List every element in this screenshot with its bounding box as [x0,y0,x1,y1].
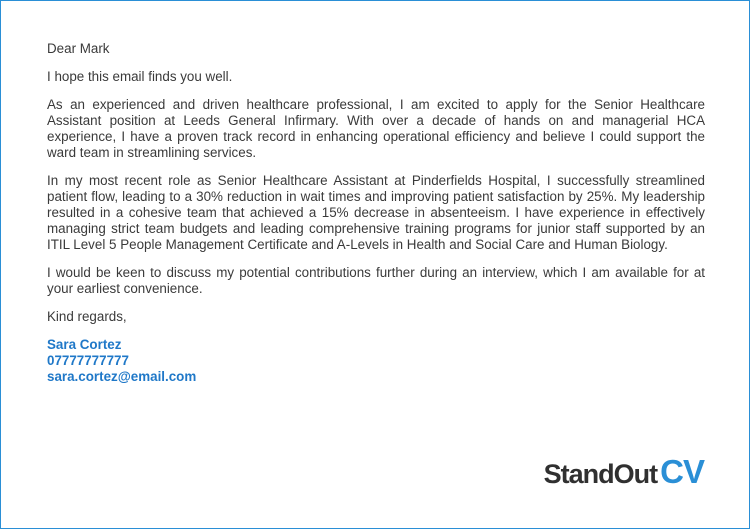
signature-block [47,337,705,385]
logo-wordmark: StandOut [543,459,658,489]
letter-body [47,41,705,385]
signature-name: Sara Cortez [47,337,122,352]
sign-off: Kind regards, [47,309,127,324]
standout-cv-logo [544,453,704,491]
opening-line: I hope this email finds you well. [47,69,233,84]
greeting: Dear Mark [47,41,110,56]
paragraph-experience: In my most recent role as Senior Healthcare Assistant at Pinderfields Hospital, I successfully streamlined patient flow, leading to a 30% reduction in wait times and improving patient satisfaction by 25%. My leadership resulted in a cohesive team that achieved a 15% decrease in absenteeism. I have experience in effectively managing strict team budgets and leading comprehensive training programs for junior staff supported by an ITIL Level 5 People Management Certificate and A-Levels in Health and Social Care and Human Biology. [47,173,705,252]
logo-cv-accent: CV [660,453,704,490]
paragraph-closing: I would be keen to discuss my potential contributions further during an interview, which I am available for at your earliest convenience. [47,265,705,296]
signature-email: sara.cortez@email.com [47,369,197,384]
signature-phone: 07777777777 [47,353,129,368]
paragraph-introduction: As an experienced and driven healthcare professional, I am excited to apply for the Senior Healthcare Assistant position at Leeds General Infirmary. With over a decade of hands on and managerial HCA experience, I have a proven track record in enhancing operational efficiency and believe I could support the ward team in streamlining services. [47,97,705,160]
